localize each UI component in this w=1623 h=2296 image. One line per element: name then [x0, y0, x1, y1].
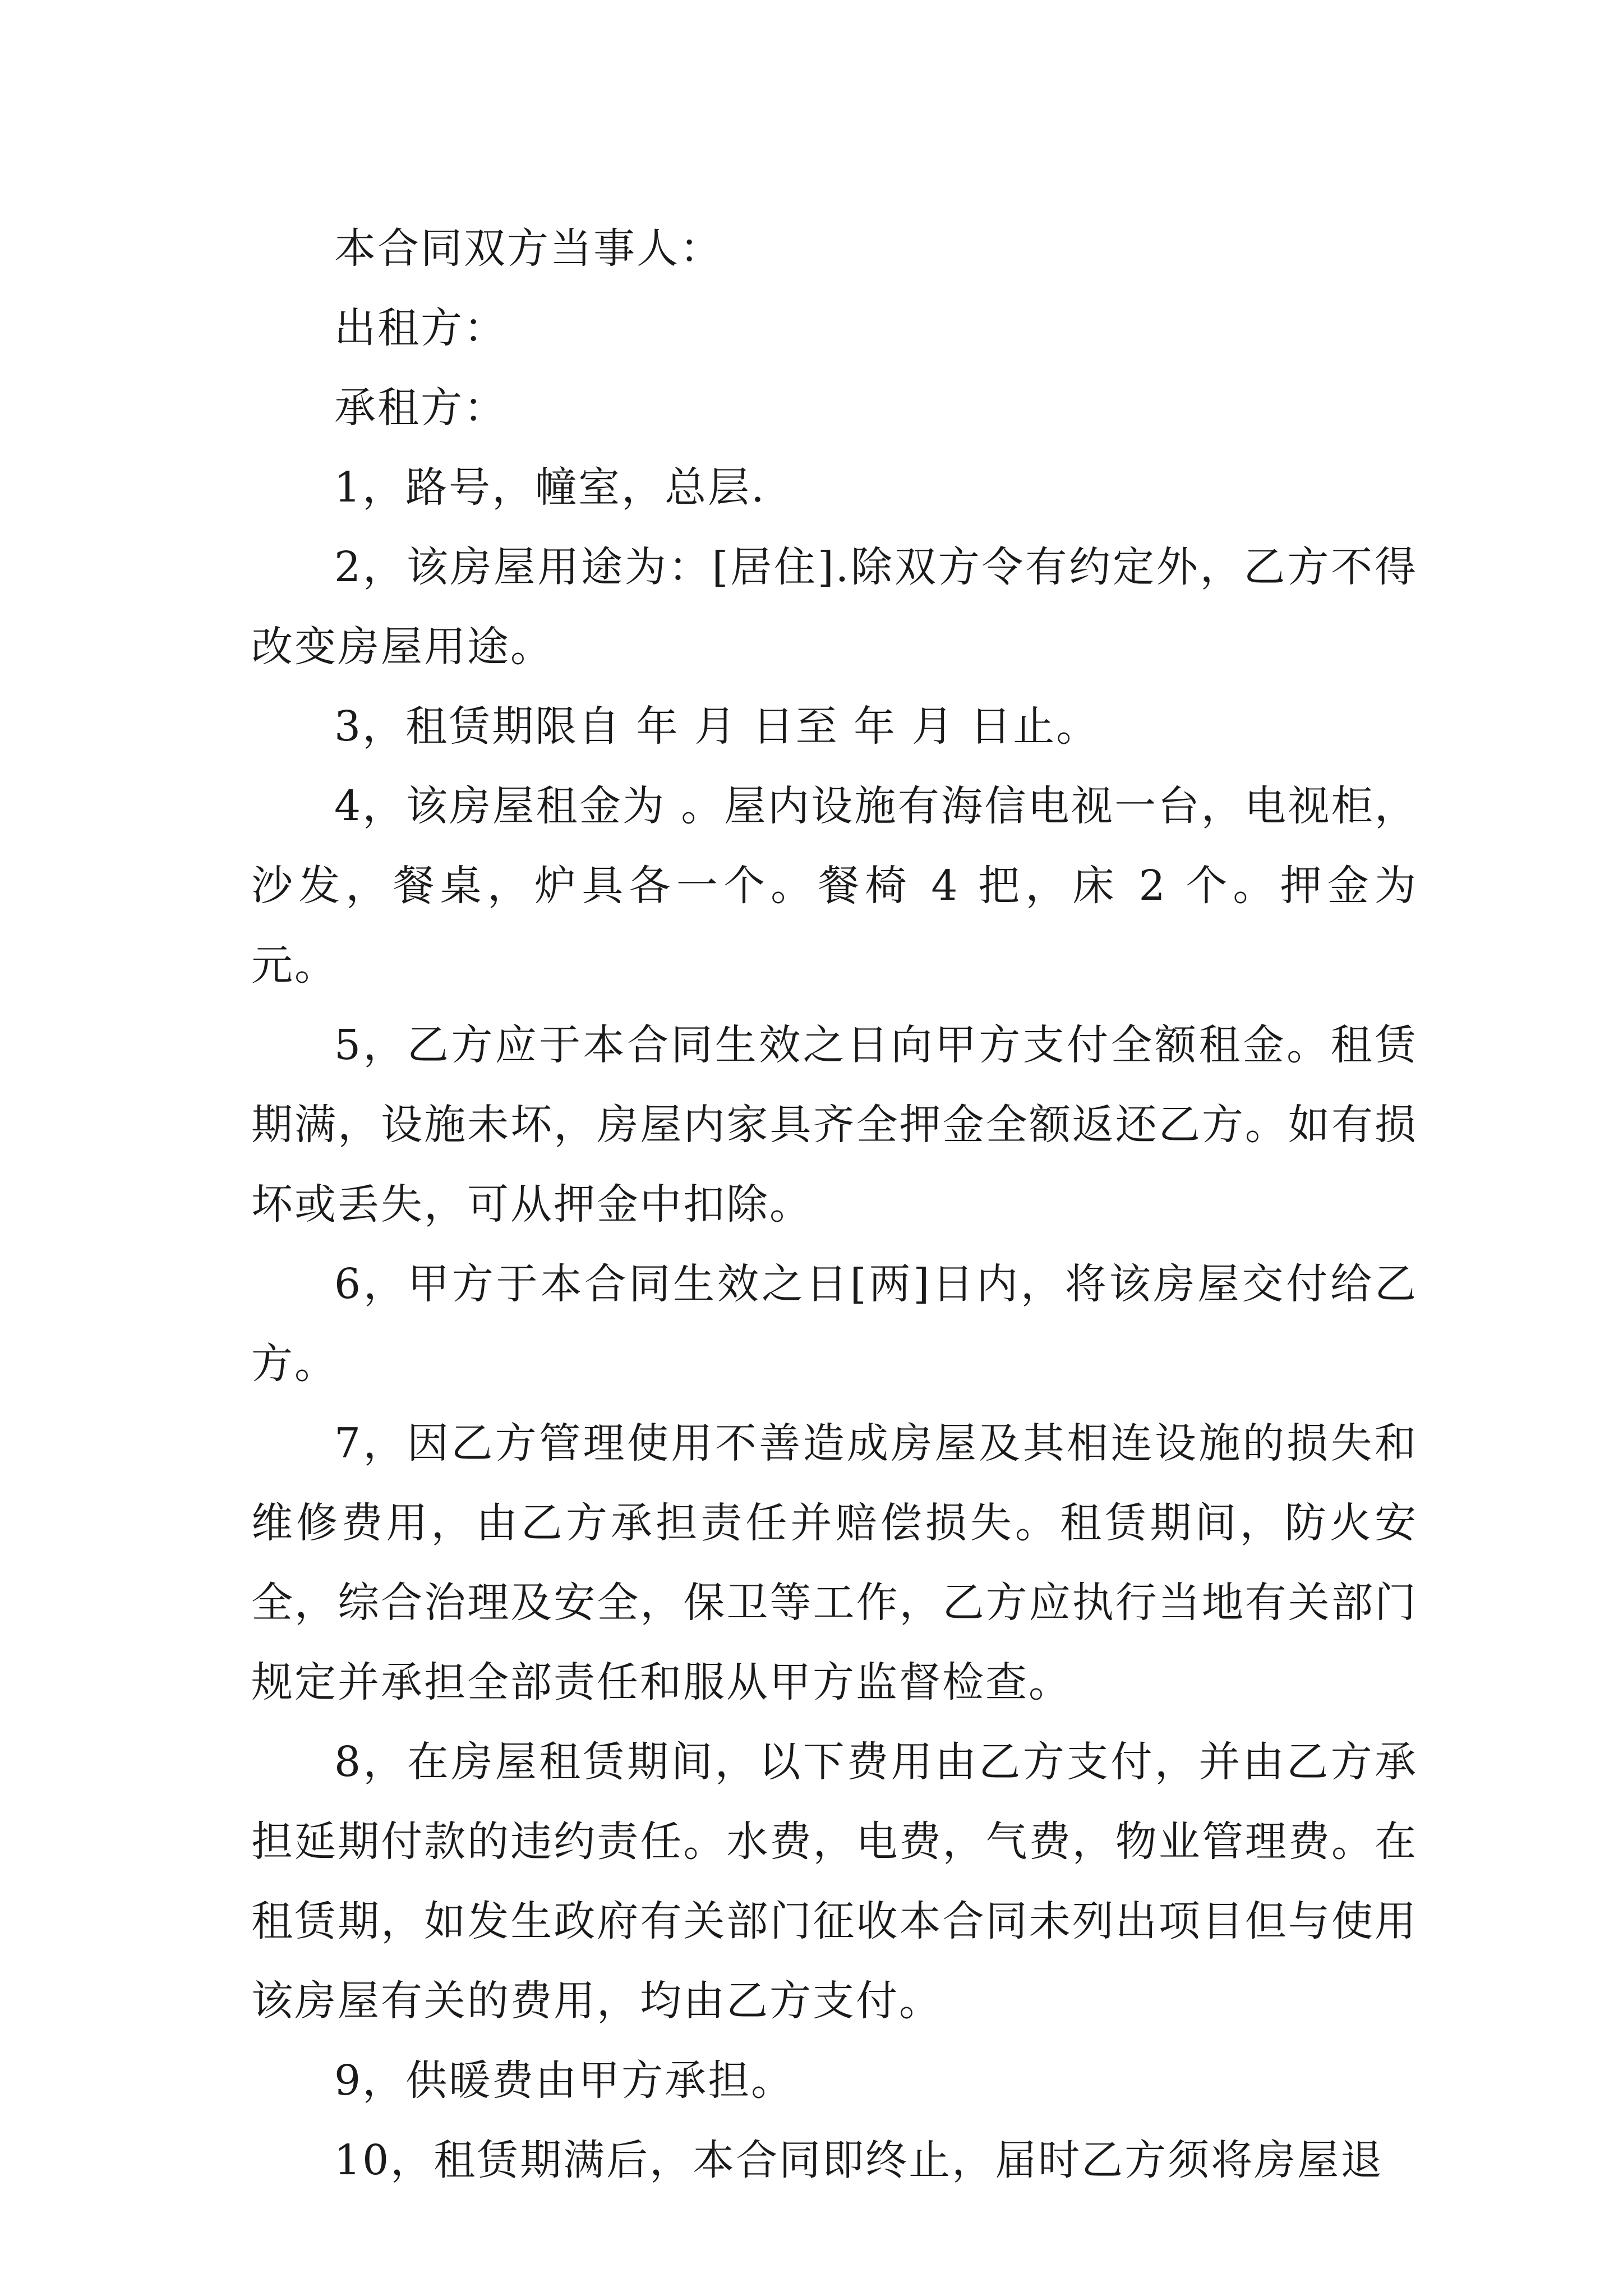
paragraph-clause-3: 3，租赁期限自 年 月 日至 年 月 日止。 — [334, 702, 1100, 751]
paragraph-clause-8: 8，在房屋租赁期间，以下费用由乙方支付，并由乙方承担延期付款的违约责任。水费，电费，气费，物业管理费。在租赁期，如发生政府有关部门征收本合同未列出项目但与使用该房屋有关的费用，均由乙方支付。 — [251, 1738, 1418, 2025]
paragraph-clause-6: 6，甲方于本合同生效之日[两]日内，将该房屋交付给乙方。 — [251, 1260, 1418, 1388]
paragraph-clause-7: 7，因乙方管理使用不善造成房屋及其相连设施的损失和维修费用，由乙方承担责任并赔偿损失。租赁期间，防火安全，综合治理及安全，保卫等工作，乙方应执行当地有关部门规定并承担全部责任和服从甲方监督检查。 — [251, 1419, 1418, 1706]
paragraph-lessee: 承租方： — [334, 384, 507, 432]
paragraph-clause-1: 1，路号，幢室，总层. — [334, 463, 766, 512]
contract-body — [251, 209, 1418, 2200]
paragraph-clause-2: 2，该房屋用途为：[居住].除双方令有约定外，乙方不得改变房屋用途。 — [251, 543, 1418, 671]
paragraph-parties-heading: 本合同双方当事人： — [334, 224, 723, 273]
paragraph-clause-9: 9，供暖费由甲方承担。 — [334, 2056, 795, 2105]
paragraph-clause-10: 10，租赁期满后，本合同即终止，届时乙方须将房屋退 — [334, 2136, 1384, 2184]
paragraph-lessor: 出租方： — [334, 304, 507, 352]
paragraph-clause-4: 4，该房屋租金为 。屋内设施有海信电视一台，电视柜，沙发，餐桌，炉具各一个。餐椅 4 把，床 2 个。押金为 元。 — [251, 782, 1418, 990]
paragraph-clause-5: 5，乙方应于本合同生效之日向甲方支付全额租金。租赁期满，设施未坏，房屋内家具齐全押金全额返还乙方。如有损坏或丢失，可从押金中扣除。 — [251, 1021, 1418, 1228]
